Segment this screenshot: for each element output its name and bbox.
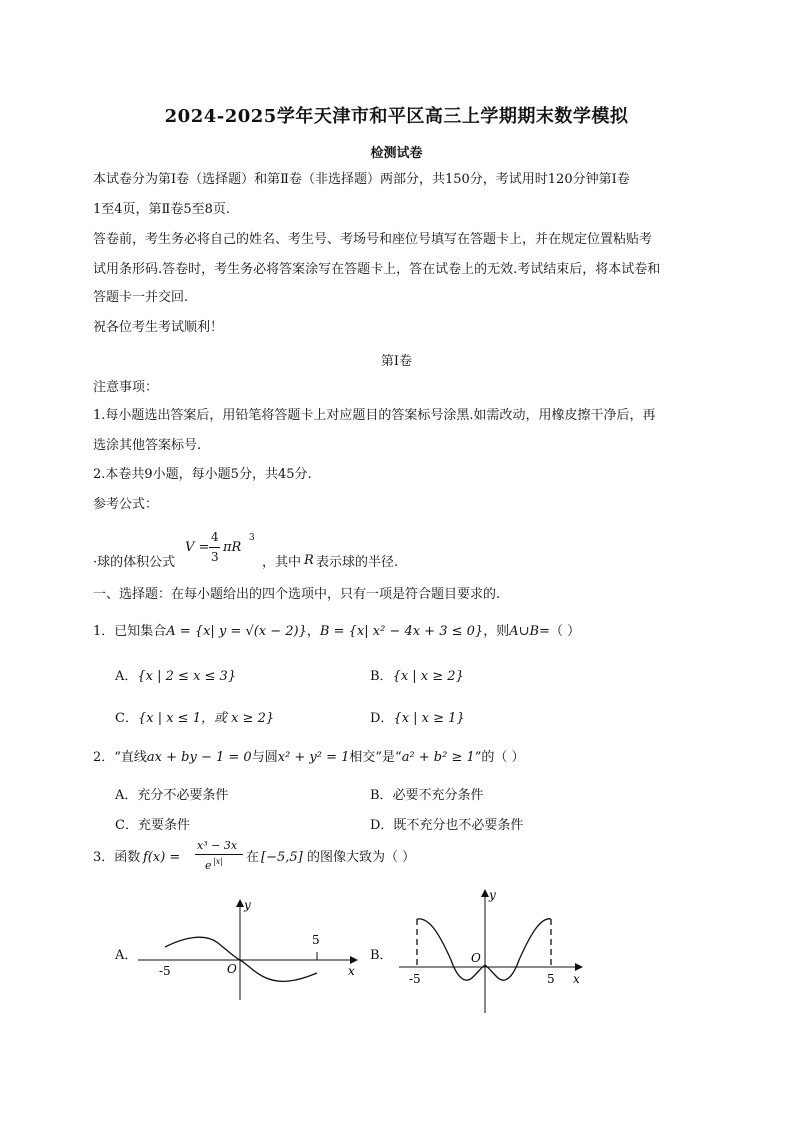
q1-option-d[interactable]: D．{x | x ≥ 1} xyxy=(370,711,465,726)
intro-line: 答卷前，考生务必将自己的姓名、考生号、考场号和座位号填写在答题卡上，并在规定位置粘贴考 xyxy=(93,232,653,247)
q3-graph-b[interactable] xyxy=(395,885,595,1015)
x-axis-arrow xyxy=(350,956,358,964)
x-axis-arrow xyxy=(575,963,583,971)
reference-title: 参考公式： xyxy=(93,497,159,512)
tick-label-pos: 5 xyxy=(547,972,555,986)
section-heading: 第Ⅰ卷 xyxy=(380,354,413,369)
q2-option-b[interactable]: B．必要不充分条件 xyxy=(370,788,484,803)
tick-label-pos: 5 xyxy=(312,933,320,947)
q2-option-a[interactable]: A．充分不必要条件 xyxy=(115,788,229,803)
page-subtitle: 检测试卷 xyxy=(370,146,423,161)
notice-item: 选涂其他答案标号. xyxy=(93,438,202,453)
intro-line: 本试卷分为第Ⅰ卷（选择题）和第Ⅱ卷（非选择题）两部分，共150分，考试用时120分钟第Ⅰ卷 xyxy=(93,172,630,187)
formula-text: 表示球的半径. xyxy=(316,555,399,570)
q2-option-c[interactable]: C．充要条件 xyxy=(115,818,190,833)
question-3-stem: 3．函数 f(x) = x³ − 3x e |x| 在 [−5,5] 的图像大致为（ ） xyxy=(93,839,416,872)
y-axis-label: y xyxy=(244,898,251,912)
x-axis-label: x xyxy=(348,964,355,978)
intro-line: 答题卡一并交回. xyxy=(93,290,189,305)
q3-option-a-label[interactable]: A． xyxy=(115,948,138,963)
page-title: 2024-2025学年天津市和平区高三上学期期末数学模拟 xyxy=(164,106,629,127)
function-curve xyxy=(165,937,317,981)
q3-option-b-label[interactable]: B． xyxy=(370,948,393,963)
tick-label-neg: -5 xyxy=(409,972,421,986)
intro-line: 试用条形码.答卷时，考生务必将答案涂写在答题卡上，答在试卷上的无效.考试结束后，将本试卷和 xyxy=(93,262,661,277)
origin-label: O xyxy=(227,962,237,976)
x-axis-label: x xyxy=(573,972,580,986)
q2-option-d[interactable]: D．既不充分也不必要条件 xyxy=(370,818,524,833)
notice-title: 注意事项： xyxy=(93,380,159,395)
y-axis-arrow xyxy=(481,889,489,897)
intro-line: 祝各位考生考试顺利！ xyxy=(93,320,224,335)
formula-text: ，其中 xyxy=(262,555,302,570)
formula-label: ·球的体积公式 xyxy=(93,555,176,570)
sphere-volume-formula: V = 4 3 πR 3 xyxy=(185,530,255,564)
origin-label: O xyxy=(471,951,481,965)
tick-label-neg: -5 xyxy=(159,964,171,978)
q1-option-a[interactable]: A．{x | 2 ≤ x ≤ 3} xyxy=(115,669,237,684)
question-1-stem: 1．已知集合A = {x| y = √(x − 2)}，B = {x| x² − 4x + 3 ≤ 0}，则A∪B=（ ） xyxy=(93,624,581,639)
formula-var: R xyxy=(304,553,314,568)
q3-graph-a[interactable] xyxy=(130,895,360,1005)
intro-line: 1至4页，第Ⅱ卷5至8页. xyxy=(93,202,231,217)
notice-item: 1.每小题选出答案后，用铅笔将答题卡上对应题目的答案标号涂黑.如需改动，用橡皮擦干净后，再 xyxy=(93,408,656,423)
notice-item: 2.本卷共9小题，每小题5分，共45分. xyxy=(93,467,312,482)
question-2-stem: 2．“直线ax + by − 1 = 0与圆x² + y² = 1相交”是“a² + b² ≥ 1”的（ ） xyxy=(93,750,525,765)
q1-option-c[interactable]: C．{x | x ≤ 1，或 x ≥ 2} xyxy=(115,711,275,726)
y-axis-label: y xyxy=(489,888,496,902)
q1-option-b[interactable]: B．{x | x ≥ 2} xyxy=(370,669,464,684)
part-heading: 一、选择题：在每小题给出的四个选项中，只有一项是符合题目要求的. xyxy=(93,587,501,602)
y-axis-arrow xyxy=(236,899,244,907)
function-curve xyxy=(417,919,551,980)
